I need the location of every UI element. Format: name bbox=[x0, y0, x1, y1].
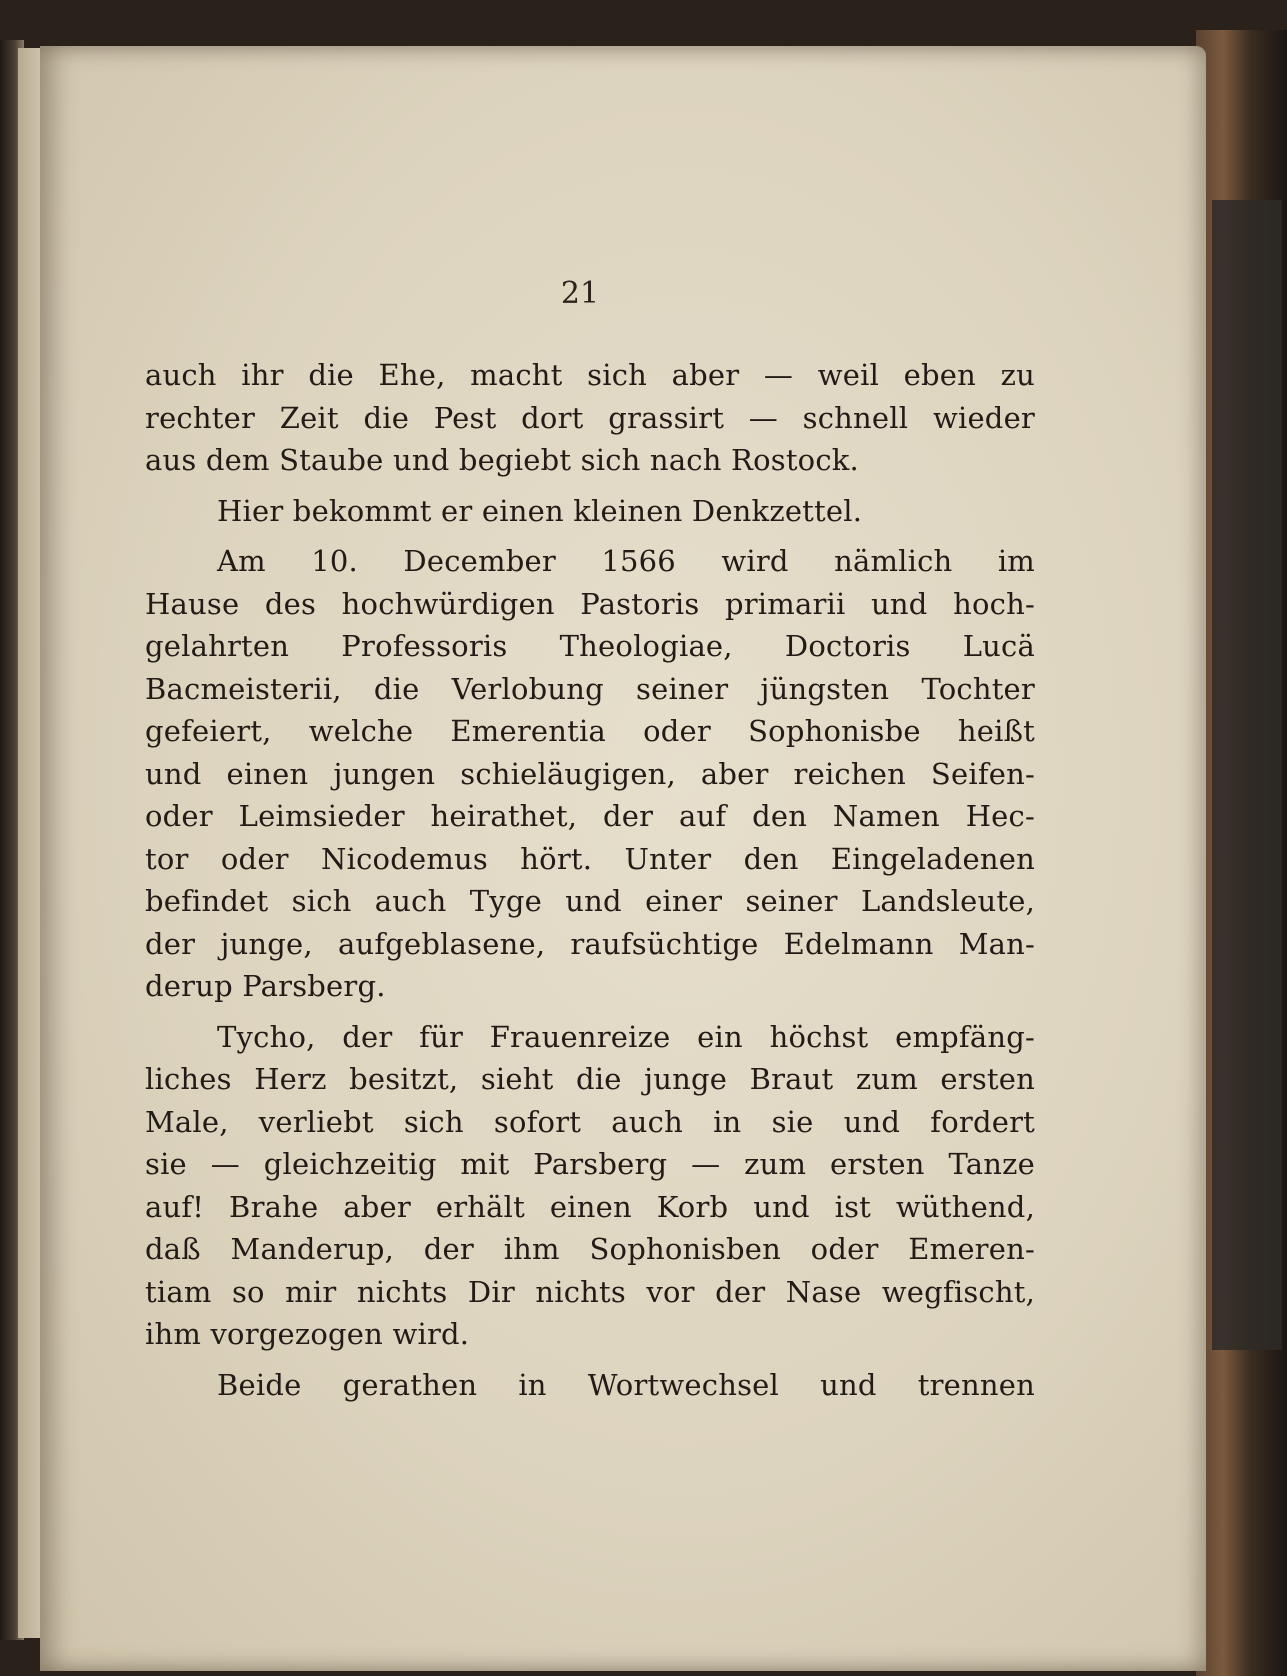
text-line: gefeiert, welche Emerentia oder Sophonisbe heißt bbox=[145, 714, 1035, 748]
page-number: 21 bbox=[560, 276, 600, 311]
page-text bbox=[145, 354, 1035, 1406]
cover-binding-stripe bbox=[1212, 200, 1282, 1350]
text-line: der junge, aufgeblasene, raufsüchtige Edelmann Man- bbox=[145, 926, 1035, 961]
text-line: oder Leimsieder heirathet, der auf den Namen Hec- bbox=[145, 799, 1035, 833]
text-line: aus dem Staube und begiebt sich nach Rostock. bbox=[145, 443, 859, 477]
text-line: daß Manderup, der ihm Sophonisben oder Emeren- bbox=[145, 1232, 1035, 1266]
text-line: auf! Brahe aber erhält einen Korb und ist wüthend, bbox=[145, 1189, 1035, 1224]
text-line: Male, verliebt sich sofort auch in sie und fordert bbox=[145, 1104, 1035, 1139]
text-line: sie — gleichzeitig mit Parsberg — zum ersten Tanze bbox=[145, 1147, 1035, 1181]
text-line: Tycho, der für Frauenreize ein höchst empfäng- bbox=[217, 1019, 1035, 1054]
paragraph-gap bbox=[145, 1008, 1035, 1016]
text-line: und einen jungen schieläugigen, aber reichen Seifen- bbox=[145, 756, 1035, 791]
paragraph-gap bbox=[145, 1356, 1035, 1364]
book-page bbox=[40, 46, 1206, 1671]
text-line: Hause des hochwürdigen Pastoris primarii und hoch- bbox=[145, 586, 1035, 621]
text-line: Am 10. December 1566 wird nämlich im bbox=[217, 544, 1035, 578]
text-line: derup Parsberg. bbox=[145, 969, 386, 1003]
text-line: rechter Zeit die Pest dort grassirt — schnell wieder bbox=[145, 400, 1035, 435]
text-line: auch ihr die Ehe, macht sich aber — weil eben zu bbox=[145, 358, 1035, 392]
text-line: ihm vorgezogen wird. bbox=[145, 1317, 470, 1351]
text-line: Hier bekommt er einen kleinen Denkzettel. bbox=[217, 493, 863, 528]
paragraph-gap bbox=[145, 482, 1035, 490]
text-line: gelahrten Professoris Theologiae, Doctoris Lucä bbox=[145, 629, 1035, 663]
text-line: befindet sich auch Tyge und einer seiner Landsleute, bbox=[145, 884, 1035, 918]
paragraph-gap bbox=[145, 532, 1035, 540]
text-line: tor oder Nicodemus hört. Unter den Eingeladenen bbox=[145, 841, 1035, 876]
text-line: tiam so mir nichts Dir nichts vor der Nase wegfischt, bbox=[145, 1274, 1035, 1309]
text-line: Beide gerathen in Wortwechsel und trennen bbox=[217, 1367, 1035, 1402]
text-line: Bacmeisterii, die Verlobung seiner jüngsten Tochter bbox=[145, 671, 1035, 706]
text-line: liches Herz besitzt, sieht die junge Braut zum ersten bbox=[145, 1062, 1035, 1096]
